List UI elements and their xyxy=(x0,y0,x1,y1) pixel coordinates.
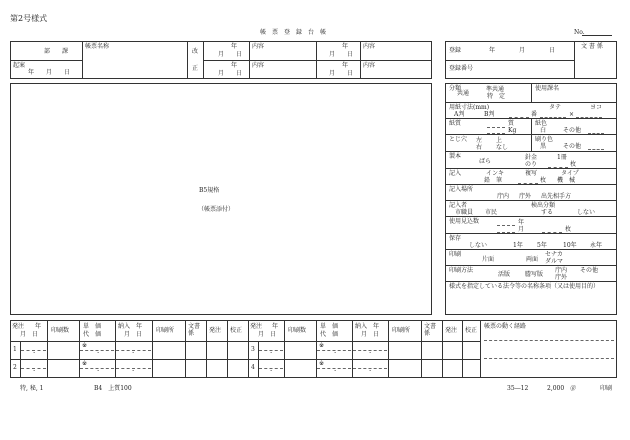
letterpress-label: 活版 xyxy=(498,271,511,278)
rev2-year: 年 xyxy=(342,43,349,50)
mark-2: ※ xyxy=(82,360,88,367)
rev2-content: 内容 xyxy=(363,43,376,50)
order-md-l: 月 日 xyxy=(20,331,39,338)
binding-none: なし xyxy=(496,144,509,151)
per-year-label: 年 xyxy=(518,219,525,226)
senaka-label: セナカ xyxy=(545,251,563,258)
b-series: B判 xyxy=(484,111,495,118)
footer-qty: 2,000 ＠ xyxy=(547,385,577,392)
in-house-label: 庁内 xyxy=(555,267,568,274)
sheets-label: 枚 xyxy=(570,161,577,168)
other-paper-color: その他 xyxy=(563,127,582,134)
type-label: タイプ xyxy=(561,170,579,177)
print-count-r: 印刷数 xyxy=(288,327,307,334)
order-year-l: 年 xyxy=(35,323,42,330)
proxy-price-r: 代 価 xyxy=(320,331,339,338)
dont-label: しない xyxy=(577,209,596,216)
delivery-r: 納入 年 xyxy=(355,323,380,330)
department-label: 部 課 xyxy=(44,48,69,55)
rev4-year: 年 xyxy=(342,62,349,69)
order-year-r: 年 xyxy=(272,323,279,330)
rev1-md: 月 日 xyxy=(218,51,243,58)
ordering-r: 発注 xyxy=(445,327,458,334)
paper-type-label: 紙質 xyxy=(449,120,462,127)
proof-l: 校正 xyxy=(230,327,243,334)
filler-label: 記入者 xyxy=(449,202,468,209)
kg-label: Kg xyxy=(508,127,517,134)
drafted-date: 年 月 日 xyxy=(28,69,71,76)
staff-label: 市職員 xyxy=(455,209,474,216)
retention-5y: 5年 xyxy=(537,242,547,249)
order-label-r: 発注 xyxy=(250,323,263,330)
drafted-label: 起案 xyxy=(13,62,26,69)
binding-right: 右 xyxy=(476,144,483,151)
retention-permanent: 永年 xyxy=(590,242,603,249)
class-specific: 特 定 xyxy=(487,93,506,100)
footer-printing: 印刷 xyxy=(600,385,613,392)
form-name-label: 帳票名称 xyxy=(85,43,110,50)
print-method-label: 印刷方法 xyxy=(449,267,474,274)
dept-name-label: 使用課名 xyxy=(535,85,560,92)
retention-10y: 10年 xyxy=(563,242,577,249)
pencil-label: 鉛 筆 xyxy=(484,177,503,184)
rev3-content: 内容 xyxy=(252,62,265,69)
delivery-l: 納入 年 xyxy=(118,323,143,330)
a-series: A判 xyxy=(454,111,465,118)
copy-label: 複写 xyxy=(525,170,538,177)
footer-classification: 特, 秘, 1 xyxy=(20,385,44,392)
mimeograph-label: 謄写版 xyxy=(525,271,544,278)
daruma-label: ダルマ xyxy=(545,258,564,265)
registration-number-label: 登録番号 xyxy=(449,65,474,72)
sample-note: （帳票添付） xyxy=(198,206,235,213)
binding-left: 左 xyxy=(476,137,483,144)
printer-l: 印刷所 xyxy=(156,327,175,334)
do-label: する xyxy=(541,209,554,216)
check-sort-label: 検出分類 xyxy=(531,202,556,209)
row-number-4: 4 xyxy=(251,364,255,371)
law-name-label: 様式を指定している法令等の名称条項（又は使用目的） xyxy=(449,283,600,290)
rev3-md: 月 日 xyxy=(218,70,243,77)
binding-method-label: 製本 xyxy=(449,153,462,160)
form-sample-area xyxy=(10,83,432,315)
registered-date: 年 月 日 xyxy=(489,47,556,54)
rev3-year: 年 xyxy=(231,62,238,69)
footer-code: 35―12 xyxy=(507,385,529,392)
one-volume-label: 1冊 xyxy=(557,154,567,161)
tate-label: タテ xyxy=(549,104,562,111)
unit-price-l: 単 価 xyxy=(83,323,102,330)
rev1-content: 内容 xyxy=(252,43,265,50)
mark-3: ※ xyxy=(319,342,325,349)
rev1-year: 年 xyxy=(231,43,238,50)
print-count-l: 印刷数 xyxy=(51,327,70,334)
binding-label: とじ穴 xyxy=(449,136,468,143)
printing-label: 印刷 xyxy=(449,251,462,258)
rev4-md: 月 日 xyxy=(329,70,354,77)
times-label: × xyxy=(569,111,575,118)
delivery-date-l: 月 日 xyxy=(124,331,143,338)
doc-staff-l: 文書係 xyxy=(188,323,201,337)
print-color-label: 刷り色 xyxy=(535,136,554,143)
ordering-l: 発注 xyxy=(209,327,222,334)
stitch-label: 針金 xyxy=(525,154,538,161)
ban-label: 番 xyxy=(531,111,538,118)
document-officer-label: 文 書 係 xyxy=(581,43,603,50)
quality-label: 質 xyxy=(508,120,515,127)
proof-r: 校正 xyxy=(465,327,478,334)
printer-r: 印刷所 xyxy=(392,327,411,334)
revision-kai: 改 xyxy=(192,48,199,55)
revision-sei: 正 xyxy=(192,65,199,72)
classification-label: 分類 xyxy=(449,85,462,92)
yoko-label: ヨコ xyxy=(590,104,603,111)
loose-label: ばら xyxy=(479,158,492,165)
paper-size-label: 用紙寸法(mm) xyxy=(449,104,490,111)
rev4-content: 内容 xyxy=(363,62,376,69)
machine-label: 機 械 xyxy=(557,177,576,184)
order-label-l: 発注 xyxy=(12,323,25,330)
per-month-label: 月 xyxy=(518,226,525,233)
double-side-label: 両面 xyxy=(526,256,539,263)
proxy-price-l: 代 価 xyxy=(83,331,102,338)
retention-1y: 1年 xyxy=(513,242,523,249)
copy-sheets: 枚 xyxy=(540,177,547,184)
class-common: 共通 xyxy=(457,90,470,97)
number-line xyxy=(582,35,612,36)
in-office-label: 庁内 xyxy=(497,193,510,200)
row-number-2: 2 xyxy=(13,364,17,371)
retention-none: しない xyxy=(469,242,488,249)
citizen-label: 市民 xyxy=(485,209,498,216)
rev2-md: 月 日 xyxy=(329,51,354,58)
class-semi: 準共通 xyxy=(486,86,505,93)
row-number-3: 3 xyxy=(251,346,255,353)
ink-label: インキ xyxy=(486,170,505,177)
mark-1: ※ xyxy=(82,342,88,349)
order-md-r: 月 日 xyxy=(258,331,277,338)
doc-staff-r: 文書係 xyxy=(424,323,437,337)
glue-label: のり xyxy=(525,161,538,168)
usage-count-label: 枚 xyxy=(565,226,572,233)
form-number: 第2号様式 xyxy=(10,14,48,23)
paper-color-label: 紙色 xyxy=(535,120,548,127)
sample-size: B5規格 xyxy=(199,187,220,194)
out-office-label: 庁外 xyxy=(519,193,532,200)
other-party-label: 出先相手方 xyxy=(541,193,572,200)
binding-top: 上 xyxy=(496,137,503,144)
mark-4: ※ xyxy=(319,360,325,367)
row-number-1: 1 xyxy=(13,346,17,353)
fill-place-label: 記入場所 xyxy=(449,186,474,193)
outside-label: 庁外 xyxy=(555,274,568,281)
registered-label: 登録 xyxy=(449,47,462,54)
page-title: 帳 票 登 録 台 帳 xyxy=(260,29,327,36)
number-label: No. xyxy=(574,29,585,36)
fill-in-label: 記入 xyxy=(449,170,462,177)
other-method-label: その他 xyxy=(580,267,599,274)
black-label: 黒 xyxy=(540,143,547,150)
delivery-date-r: 月 日 xyxy=(361,331,380,338)
retention-label: 保存 xyxy=(449,235,462,242)
white-label: 白 xyxy=(540,127,547,134)
flow-label: 帳票の動く経路 xyxy=(484,323,527,330)
footer-paper: B4 上質100 xyxy=(94,385,132,392)
single-side-label: 片面 xyxy=(482,256,495,263)
other-print-color: その他 xyxy=(563,143,582,150)
usage-estimate-label: 使用見込数 xyxy=(449,218,480,225)
unit-price-r: 単 価 xyxy=(320,323,339,330)
